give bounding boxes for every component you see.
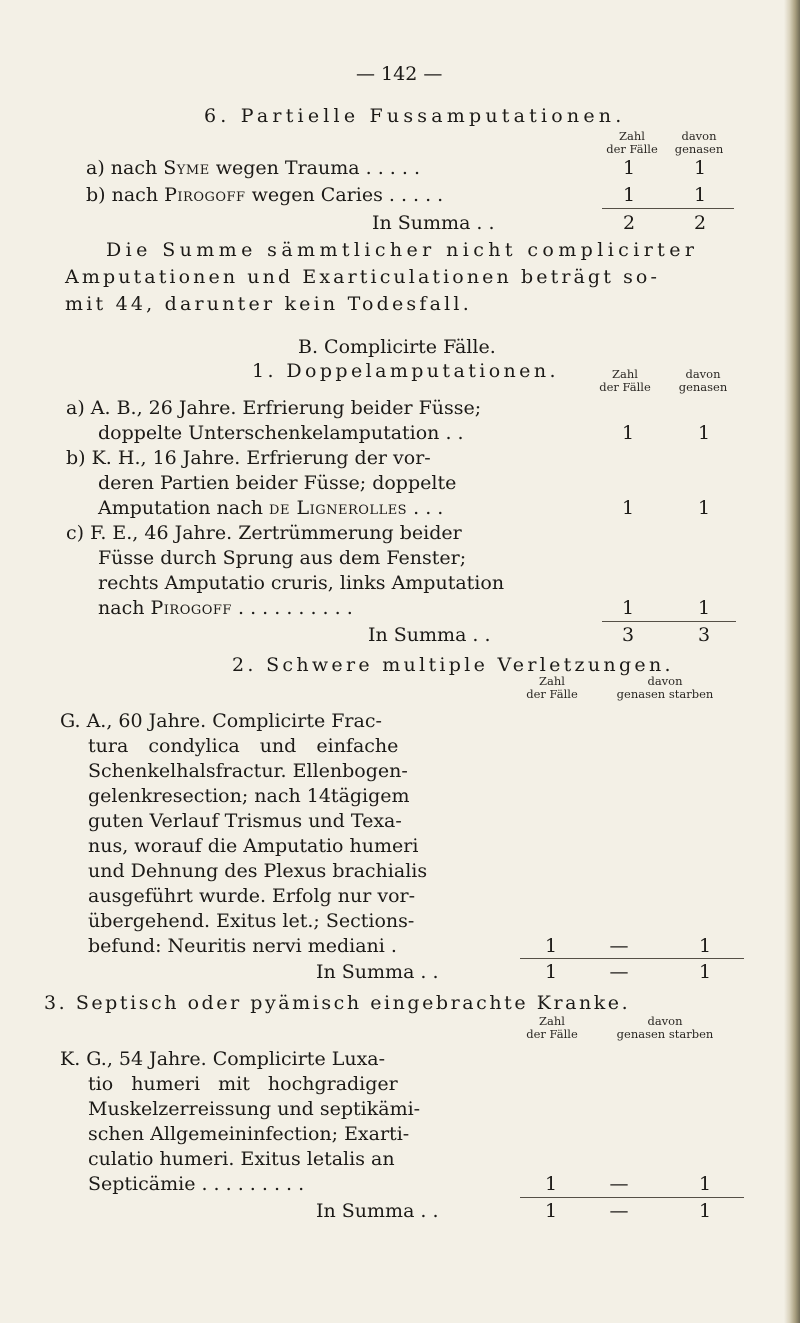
s2-sum-rule <box>520 958 744 959</box>
section-2-title: 2. Schwere multiple Verletzungen. <box>232 654 674 676</box>
section-b-title: B. Complicirte Fälle. <box>298 336 496 358</box>
b1-sum-genasen: 3 <box>697 624 711 646</box>
s6-row-a <box>86 156 420 180</box>
b-c-line-4-name: Pirogoff <box>150 597 232 619</box>
b1-head-davon-2: genasen <box>678 380 728 394</box>
s3-line-5: culatio humeri. Exitus letalis an <box>88 1148 395 1170</box>
s2-summa-label: In Summa . . <box>316 961 439 983</box>
s6-head-zahl <box>600 130 664 156</box>
b-c-line-1: c) F. E., 46 Jahre. Zertrümmerung beider <box>66 522 462 544</box>
s2-line-2: tura condylica und einfache <box>88 735 399 757</box>
b-b-genasen: 1 <box>697 497 711 519</box>
b1-head-davon-1: davon <box>685 367 721 381</box>
s3-line-4: schen Allgemeininfection; Exarti- <box>88 1123 410 1145</box>
s2-line-10: befund: Neuritis nervi mediani . <box>88 935 397 957</box>
b-b-zahl: 1 <box>621 497 635 519</box>
s2-sum-starben: 1 <box>698 961 712 983</box>
s6-head-davon-1: davon <box>681 129 717 143</box>
s3-sum-rule <box>520 1197 744 1198</box>
s6-head-davon <box>666 130 732 156</box>
s2-genasen: — <box>609 935 629 957</box>
s2-line-1: G. A., 60 Jahre. Complicirte Frac- <box>60 710 382 732</box>
b-b-line-3-name: de Lignerolles <box>269 497 408 519</box>
b-c-line-4-pre: nach <box>98 597 145 619</box>
b-a-genasen: 1 <box>697 422 711 444</box>
s6-row-a-post: wegen Trauma . . . . . <box>215 157 420 179</box>
s3-zahl: 1 <box>544 1173 558 1195</box>
s3-head-davon <box>590 1015 740 1041</box>
b-b-line-3-pre: Amputation nach <box>98 497 263 519</box>
s3-genasen: — <box>609 1173 629 1195</box>
s6-sum-rule <box>602 208 734 209</box>
b-a-zahl: 1 <box>621 422 635 444</box>
s6-summa-label: In Summa . . <box>372 212 495 234</box>
b1-head-davon <box>670 368 736 394</box>
s2-zahl: 1 <box>544 935 558 957</box>
b-c-line-4 <box>98 596 353 620</box>
s6-a-genasen: 1 <box>693 157 707 179</box>
s2-head-davon-2 <box>590 688 740 701</box>
b-c-line-3: rechts Amputatio cruris, links Amputation <box>98 572 505 594</box>
b1-summa-label: In Summa . . <box>368 624 491 646</box>
s6-row-b-name: Pirogoff <box>164 184 246 206</box>
s3-sum-genasen: — <box>609 1200 629 1222</box>
s6-head-davon-2: genasen <box>674 142 724 156</box>
s2-head-starben: starben <box>668 687 714 701</box>
s3-sum-zahl: 1 <box>544 1200 558 1222</box>
section-6-title: 6. Partielle Fussamputationen. <box>204 105 626 127</box>
b-b-line-1: b) K. H., 16 Jahre. Erfrierung der vor- <box>66 447 431 469</box>
s2-line-6: nus, worauf die Amputatio humeri <box>88 835 419 857</box>
s3-head-starben: starben <box>668 1027 714 1041</box>
s2-line-7: und Dehnung des Plexus brachialis <box>88 860 428 882</box>
summary-line-2: Amputationen und Exarticulationen beträgt so- <box>65 266 660 288</box>
s2-line-9: übergehend. Exitus let.; Sections- <box>88 910 415 932</box>
s2-line-8: ausgeführt wurde. Erfolg nur vor- <box>88 885 416 907</box>
s2-sum-zahl: 1 <box>544 961 558 983</box>
s2-head-zahl-1: Zahl <box>539 674 565 688</box>
summary-line-1: Die Summe sämmtlicher nicht complicirter <box>106 239 699 261</box>
s6-sum-zahl: 2 <box>622 212 636 234</box>
s6-row-b <box>86 183 443 207</box>
b1-head-zahl-1: Zahl <box>612 367 638 381</box>
s3-starben: 1 <box>698 1173 712 1195</box>
s6-row-a-pre: a) nach <box>86 157 158 179</box>
s6-row-b-pre: b) nach <box>86 184 159 206</box>
s3-head-genasen: genasen <box>616 1027 666 1041</box>
s3-head-zahl <box>512 1015 592 1041</box>
s6-b-genasen: 1 <box>693 184 707 206</box>
s6-head-zahl-2: der Fälle <box>606 142 658 156</box>
b-b-line-3 <box>98 496 443 520</box>
b1-sum-zahl: 3 <box>621 624 635 646</box>
s6-row-a-name: Syme <box>163 157 210 179</box>
s2-line-4: gelenkresection; nach 14tägigem <box>88 785 410 807</box>
b-a-line-2: doppelte Unterschenkelamputation . . <box>98 422 464 444</box>
b1-sum-rule <box>602 621 736 622</box>
b-c-zahl: 1 <box>621 597 635 619</box>
s6-head-zahl-1: Zahl <box>619 129 645 143</box>
s2-head-davon <box>590 675 740 701</box>
s6-a-zahl: 1 <box>622 157 636 179</box>
b-b-line-2: deren Partien beider Füsse; doppelte <box>98 472 457 494</box>
s2-head-genasen: genasen <box>616 687 666 701</box>
s6-row-b-post: wegen Caries . . . . . <box>251 184 444 206</box>
s3-line-6: Septicämie . . . . . . . . . <box>88 1173 305 1195</box>
s3-head-davon-1: davon <box>647 1014 683 1028</box>
s2-line-5: guten Verlauf Trismus und Texa- <box>88 810 402 832</box>
s2-head-zahl-2: der Fälle <box>526 687 578 701</box>
s3-sum-starben: 1 <box>698 1200 712 1222</box>
b-b-line-3-post: . . . <box>413 497 444 519</box>
b-c-line-2: Füsse durch Sprung aus dem Fenster; <box>98 547 467 569</box>
s6-b-zahl: 1 <box>622 184 636 206</box>
page-number: — 142 — <box>356 63 443 85</box>
s3-line-1: K. G., 54 Jahre. Complicirte Luxa- <box>60 1048 386 1070</box>
s2-sum-genasen: — <box>609 961 629 983</box>
s3-line-3: Muskelzerreissung und septikämi- <box>88 1098 421 1120</box>
b-a-line-1: a) A. B., 26 Jahre. Erfrierung beider Füsse; <box>66 397 482 419</box>
section-3-title: 3. Septisch oder pyämisch eingebrachte Kranke. <box>44 992 631 1014</box>
section-b1-title: 1. Doppelamputationen. <box>252 360 559 382</box>
b1-head-zahl-2: der Fälle <box>599 380 651 394</box>
s2-head-zahl <box>512 675 592 701</box>
s6-sum-genasen: 2 <box>693 212 707 234</box>
s3-line-2: tio humeri mit hochgradiger <box>88 1073 398 1095</box>
b-c-genasen: 1 <box>697 597 711 619</box>
b-c-line-4-post: . . . . . . . . . . <box>238 597 353 619</box>
s2-starben: 1 <box>698 935 712 957</box>
s3-head-davon-2 <box>590 1028 740 1041</box>
s3-head-zahl-2: der Fälle <box>526 1027 578 1041</box>
b1-head-zahl <box>586 368 664 394</box>
summary-line-3: mit 44, darunter kein Todesfall. <box>65 293 472 315</box>
s2-line-3: Schenkelhalsfractur. Ellenbogen- <box>88 760 408 782</box>
s2-head-davon-1: davon <box>647 674 683 688</box>
s3-head-zahl-1: Zahl <box>539 1014 565 1028</box>
s3-summa-label: In Summa . . <box>316 1200 439 1222</box>
